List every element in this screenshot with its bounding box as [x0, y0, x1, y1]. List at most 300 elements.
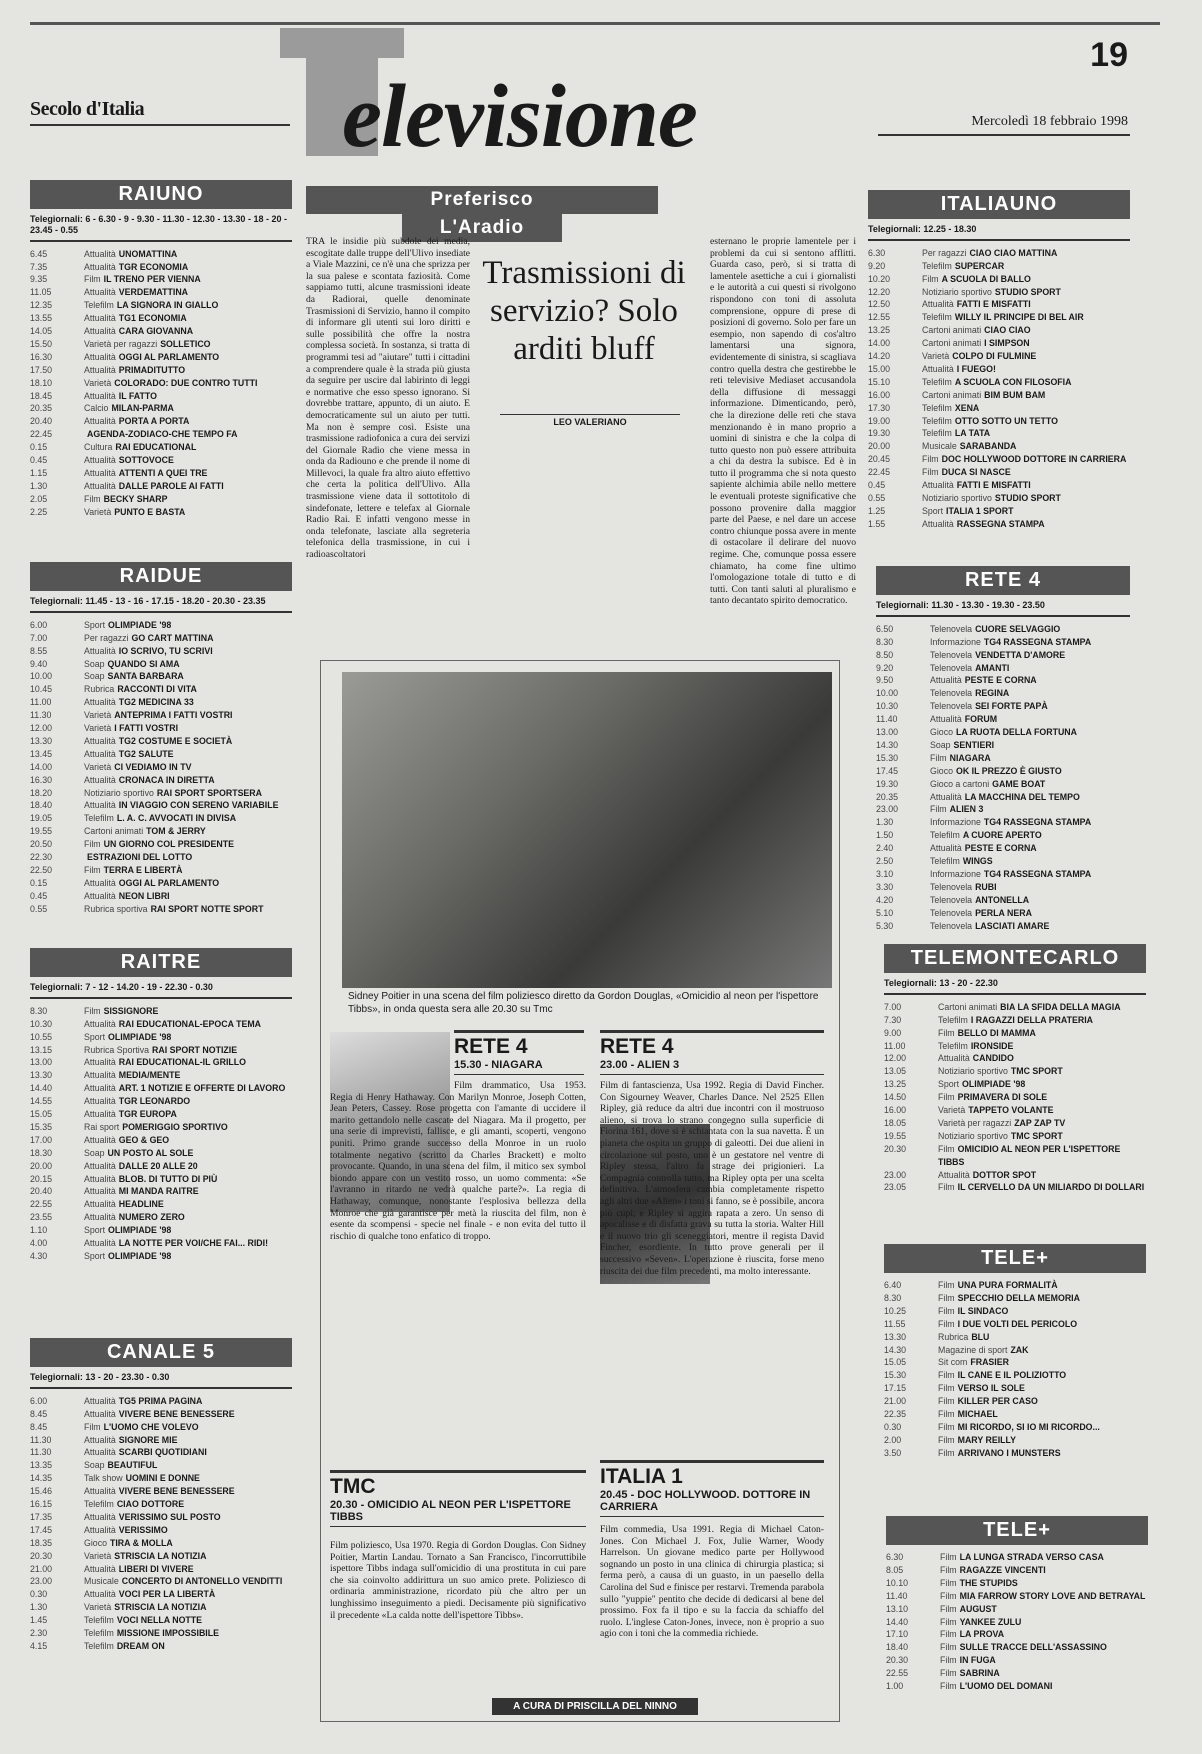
program-title: A SCUOLA CON FILOSOFIA	[954, 376, 1072, 387]
program-title: RAI EDUCATIONAL	[115, 442, 197, 453]
program-title: ITALIA 1 SPORT	[946, 505, 1014, 516]
program-genre: Telenovela	[930, 701, 973, 712]
program-time: 11.00	[884, 1040, 906, 1051]
program-title: CONCERTO DI ANTONELLO VENDITTI	[121, 1576, 283, 1587]
program-row	[30, 1031, 292, 1044]
news-times: Telegiornali: 13 - 20 - 23.30 - 0.30	[30, 1372, 292, 1389]
program-time: 0.45	[30, 890, 48, 901]
program-genre: Attualità	[84, 748, 116, 759]
program-time: 2.05	[30, 493, 48, 504]
program-row	[884, 1279, 1146, 1292]
program-row	[868, 427, 1130, 440]
program-row	[884, 1078, 1146, 1091]
program-time: 5.10	[876, 907, 894, 918]
program-title: MILAN-PARMA	[111, 403, 174, 414]
program-title: IL CANE E IL POLIZIOTTO	[957, 1370, 1067, 1381]
issue-date: Mercoledì 18 febbraio 1998	[971, 114, 1128, 129]
program-title: TG1 ECONOMIA	[118, 313, 187, 324]
program-time: 3.50	[884, 1447, 902, 1458]
program-row	[30, 761, 292, 774]
program-title: LA MACCHINA DEL TEMPO	[964, 791, 1080, 802]
program-row	[30, 390, 292, 403]
program-row	[30, 903, 292, 916]
program-time: 18.35	[30, 1537, 53, 1548]
program-title: OGGI AL PARLAMENTO	[118, 351, 220, 362]
program-row	[30, 877, 292, 890]
program-genre: Attualità	[84, 455, 116, 466]
program-time: 23.55	[30, 1212, 53, 1223]
program-title: AMANTI	[975, 662, 1010, 673]
program-time: 13.15	[30, 1044, 53, 1055]
program-title: FATTI E MISFATTI	[956, 480, 1031, 491]
channel-name: TELE+	[884, 1244, 1146, 1273]
program-title: RUBI	[975, 881, 997, 892]
program-genre: Cultura	[84, 442, 113, 453]
program-time: 22.35	[884, 1409, 907, 1420]
program-time: 13.30	[884, 1331, 907, 1342]
program-time: 13.45	[30, 748, 53, 759]
program-time: 2.30	[30, 1628, 48, 1639]
program-title: IL TRENO PER VIENNA	[103, 274, 201, 285]
program-time: 19.30	[876, 778, 899, 789]
program-time: 8.45	[30, 1421, 48, 1432]
program-row	[868, 440, 1130, 453]
program-row	[876, 829, 1130, 842]
program-row	[30, 838, 292, 851]
program-title: CRONACA IN DIRETTA	[118, 774, 215, 785]
feature-kicker-line1: Preferisco	[306, 186, 658, 214]
program-time: 11.30	[30, 1447, 52, 1458]
preview-slot: 23.00 - ALIEN 3	[600, 1059, 824, 1075]
program-title: STRISCIA LA NOTIZIA	[114, 1550, 207, 1561]
program-time: 11.05	[30, 287, 52, 298]
program-row	[30, 1511, 292, 1524]
program-time: 13.30	[30, 735, 53, 746]
program-row	[868, 415, 1130, 428]
program-row	[876, 726, 1130, 739]
program-title: CI VEDIAMO IN TV	[114, 761, 192, 772]
program-genre: Sport	[84, 619, 106, 630]
program-genre: Attualità	[84, 480, 116, 491]
program-time: 8.55	[30, 645, 48, 656]
program-time: 16.15	[30, 1499, 53, 1510]
program-genre: Attualità	[84, 1057, 116, 1068]
program-title: MI RICORDO, SI IO MI RICORDO...	[957, 1421, 1100, 1432]
program-genre: Attualità	[84, 351, 116, 362]
program-time: 18.10	[30, 377, 53, 388]
program-time: 10.30	[30, 1018, 53, 1029]
channel-name: RETE 4	[876, 566, 1130, 595]
program-time: 9.50	[876, 675, 894, 686]
program-time: 6.30	[868, 247, 886, 258]
program-genre: Attualità	[84, 261, 116, 272]
program-row	[884, 1408, 1146, 1421]
program-title: IL CERVELLO DA UN MILIARDO DI DOLLARI	[957, 1182, 1145, 1193]
program-list	[30, 1005, 292, 1263]
program-time: 17.00	[30, 1134, 53, 1145]
program-row	[30, 774, 292, 787]
program-genre: Varietà	[84, 1550, 112, 1561]
program-row	[868, 311, 1130, 324]
program-genre: Telefilm	[922, 428, 952, 439]
program-row	[876, 662, 1130, 675]
program-title: OLIMPIADE '98	[108, 1225, 172, 1236]
program-title: TG2 SALUTE	[118, 748, 174, 759]
program-title: TG4 RASSEGNA STAMPA	[983, 817, 1092, 828]
listing-tmc	[884, 944, 1146, 1194]
program-title: A CUORE APERTO	[962, 830, 1042, 841]
program-genre: Film	[84, 1421, 101, 1432]
program-row	[30, 890, 292, 903]
program-title: PRIMADITUTTO	[118, 364, 186, 375]
listing-rete4	[876, 566, 1130, 933]
program-title: FATTI E MISFATTI	[956, 299, 1031, 310]
program-genre: Attualità	[84, 1199, 116, 1210]
program-time: 11.40	[886, 1590, 908, 1601]
program-time: 3.10	[876, 869, 894, 880]
program-row	[30, 1069, 292, 1082]
program-genre: Attualità	[84, 1589, 116, 1600]
program-genre: Film	[938, 1280, 955, 1290]
program-row	[868, 363, 1130, 376]
program-time: 15.35	[30, 1121, 53, 1132]
program-row	[884, 1065, 1146, 1078]
program-time: 20.45	[868, 454, 891, 465]
program-genre: Cartoni animati	[938, 1001, 998, 1012]
program-row	[30, 748, 292, 761]
channel-name: TELE+	[886, 1516, 1148, 1545]
program-genre: Attualità	[930, 791, 962, 802]
program-genre: Film	[930, 804, 947, 815]
program-row	[30, 299, 292, 312]
program-title: I DUE VOLTI DEL PERICOLO	[957, 1318, 1078, 1329]
program-time: 1.50	[876, 830, 894, 841]
program-genre: Varietà	[84, 761, 112, 772]
program-genre: Informazione	[930, 869, 981, 880]
program-row	[884, 1331, 1146, 1344]
program-time: 22.55	[886, 1668, 909, 1679]
program-row	[876, 816, 1130, 829]
program-title: RAI EDUCATIONAL-IL GRILLO	[118, 1057, 247, 1068]
program-title: ZAP ZAP TV	[1014, 1117, 1066, 1128]
program-time: 6.00	[30, 619, 48, 630]
program-title: L. A. C. AVVOCATI IN DIVISA	[116, 813, 237, 824]
program-list	[876, 623, 1130, 933]
program-time: 14.40	[886, 1616, 909, 1627]
program-genre: Attualità	[922, 518, 954, 529]
program-row	[30, 1121, 292, 1134]
program-row	[886, 1577, 1148, 1590]
program-time: 4.30	[30, 1251, 48, 1262]
program-title: I FUEGO!	[956, 363, 996, 374]
program-title: BLU	[971, 1331, 990, 1342]
program-genre: Film	[938, 1421, 955, 1432]
program-time: 12.35	[30, 300, 53, 311]
program-time: 14.40	[30, 1083, 53, 1094]
program-genre: Film	[938, 1092, 955, 1103]
program-title: FRASIER	[970, 1357, 1009, 1368]
program-genre: Film	[938, 1447, 955, 1458]
feature-author: LEO VALERIANO	[500, 414, 680, 427]
preview-text: Film commedia, Usa 1991. Regia di Michael Caton-Jones. Con Michael J. Fox, Julie Warner, Woody Harrelson. Un giovane medico parte per Hollywood sognando un posto in una clinica di chirurgia plastica; si ferma però, a causa di un guasto, in un paesello della Carolina del Sud e finisce per restarvi. Tremenda parabola sullo "yuppie" pentito che decide di dedicarsi al bene del prossimo. Fox fa il tipo e su la faccia da schiaffo del ruolo. L'inglese Caton-Jones, invece, non è proprio a suo agio con i toni che la commedia richiede.	[600, 1524, 824, 1640]
program-title: SIGNORE MIE	[118, 1434, 178, 1445]
channel-name: RAITRE	[30, 948, 292, 977]
program-genre: Film	[84, 1005, 101, 1016]
program-genre: Film	[84, 274, 101, 285]
program-row	[30, 1108, 292, 1121]
program-title: A SCUOLA DI BALLO	[941, 273, 1031, 284]
program-row	[30, 722, 292, 735]
program-time: 13.05	[884, 1066, 907, 1077]
program-row	[868, 466, 1130, 479]
program-title: CUORE SELVAGGIO	[975, 623, 1061, 634]
program-row	[884, 1395, 1146, 1408]
program-genre: Film	[922, 467, 939, 478]
program-title: COLPO DI FULMINE	[952, 351, 1037, 362]
program-genre: Attualità	[84, 1511, 116, 1522]
program-title: CIAO CIAO MATTINA	[969, 247, 1058, 258]
program-time: 14.50	[884, 1092, 907, 1103]
program-title: LA PROVA	[959, 1629, 1005, 1640]
program-genre: Film	[922, 454, 939, 465]
program-genre: Attualità	[930, 675, 962, 686]
photo-caption: Sidney Poitier in una scena del film poliziesco diretto da Gordon Douglas, «Omicidio al neon per l'ispettore Tibbs», in onda questa sera alle 20.30 su Tmc	[348, 991, 819, 1015]
program-title: POMERIGGIO SPORTIVO	[122, 1121, 228, 1132]
program-genre: Attualità	[84, 468, 116, 478]
program-genre: Attualità	[84, 1447, 116, 1458]
program-row	[876, 855, 1130, 868]
program-time: 2.50	[876, 856, 894, 867]
program-time: 22.45	[30, 429, 53, 440]
program-time: 12.55	[868, 312, 891, 323]
program-time: 23.05	[884, 1182, 907, 1193]
program-genre: Attualità	[922, 299, 954, 310]
program-title: TG4 RASSEGNA STAMPA	[983, 636, 1092, 647]
program-row	[876, 649, 1130, 662]
program-time: 22.30	[30, 852, 53, 863]
program-genre: Sport	[84, 1225, 106, 1236]
program-genre: Film	[938, 1383, 955, 1394]
program-time: 18.20	[30, 787, 53, 798]
program-title: RAI SPORT NOTIZIE	[152, 1044, 238, 1055]
program-row	[868, 350, 1130, 363]
program-time: 20.40	[30, 416, 53, 427]
program-genre: Attualità	[84, 1186, 116, 1197]
program-title: TIRA & MOLLA	[109, 1537, 173, 1548]
program-time: 7.35	[30, 261, 48, 272]
program-time: 10.20	[868, 273, 891, 284]
program-title: L'UOMO CHE VOLEVO	[103, 1421, 199, 1432]
program-genre: Film	[940, 1577, 957, 1588]
program-list	[884, 1001, 1146, 1195]
program-row	[30, 1459, 292, 1472]
program-time: 13.10	[886, 1603, 909, 1614]
program-time: 3.30	[876, 881, 894, 892]
program-title: VERSO IL SOLE	[957, 1383, 1025, 1394]
program-title: GO CART MATTINA	[131, 632, 214, 643]
program-title: MICHAEL	[957, 1409, 998, 1420]
program-time: 2.40	[876, 843, 894, 854]
program-row	[876, 623, 1130, 636]
preview-text: Film di fantascienza, Usa 1992. Regia di David Fincher. Con Sigourney Weaver, Charles Dance. Nel 2525 Ellen Ripley, già reduce da altri due incontri con il mostruoso alieno, si trova lo strano congegno sulla superficie di Fiorina 161, dove si è schiantata con la sua navetta. È un pianeta che ospita un gruppo di galeotti. Dei due alieni in circolazione sul posto, uno è un gestatore nel ventre di Ripley stessa, l'altro fa strage dei prigionieri. La Compagnia controlla tutto, ma Ripley opta per una scelta definitiva. L'atmosfera cambia completamente rispetto agli altri due «Alien» i toni si fanno, se è possibile, ancora più cupi, e Ripley si aggira rapata a zero. Un senso di apocalisse e di disfatta grava su tutta la storia. Walter Hill e il nuovo trio gli sceneggiatori, mentre il regista David Fincher, esordiente. In tutto prove generali per il successivo «Seven». L'operazione è riuscita, forse meno riuscita dei due film precedenti, ma molto interessante.	[600, 1080, 824, 1277]
program-genre: Varietà	[922, 351, 950, 362]
program-time: 11.40	[876, 714, 898, 725]
program-row	[876, 778, 1130, 791]
program-genre: Rai sport	[84, 1121, 120, 1132]
section-title	[342, 67, 697, 166]
preview-channel: ITALIA 1	[600, 1460, 824, 1489]
program-genre: Attualità	[922, 363, 954, 374]
date-rule	[878, 134, 1130, 136]
program-genre: Film	[940, 1616, 957, 1627]
program-title: BEAUTIFUL	[107, 1460, 158, 1471]
program-row	[886, 1590, 1148, 1603]
program-genre: Film	[922, 273, 939, 284]
program-genre: Attualità	[84, 735, 116, 746]
program-title: OLIMPIADE '98	[108, 619, 172, 630]
program-time: 14.00	[30, 761, 53, 772]
program-time: 16.00	[884, 1105, 907, 1116]
program-title: WILLY IL PRINCIPE DI BEL AIR	[954, 312, 1084, 323]
program-time: 21.00	[884, 1396, 907, 1407]
program-row	[876, 803, 1130, 816]
program-time: 9.20	[868, 260, 886, 271]
program-title: VIVERE BENE BENESSERE	[118, 1486, 235, 1497]
program-title: MI MANDA RAITRE	[118, 1186, 199, 1197]
program-row	[884, 1292, 1146, 1305]
program-row	[884, 1434, 1146, 1447]
program-row	[30, 506, 292, 519]
program-genre: Telenovela	[930, 907, 973, 918]
program-time: 19.00	[868, 415, 891, 426]
program-title: CIAO CIAO	[984, 325, 1031, 336]
program-genre: Telefilm	[930, 830, 960, 841]
program-title: UOMINI E DONNE	[125, 1473, 200, 1484]
news-times: Telegiornali: 7 - 12 - 14.20 - 19 - 22.30 - 0.30	[30, 982, 292, 999]
program-row	[30, 428, 292, 441]
program-time: 13.00	[876, 727, 899, 738]
program-title: PESTE E CORNA	[964, 843, 1037, 854]
program-time: 17.30	[868, 402, 891, 413]
feature-body-col2: esternano le proprie lamentele per i problemi da cui si sentono afflitti. Guarda caso, però, si si tratta di lamentele asettiche a cui i giornalisti e le autorità a cui questi si rivolgono rispondono con toni di assoluta comprensione, oppure di prese di posizioni di governo. Solo per fare un esempio, non sapendo di cos'altro lamentarsi una signora, evidentemente di sinistra, si scagliava contro quella destra che gestirebbe le reti televisive Mediaset accusandola della diffusione di messaggi informazione. Dimenticando, però, che la direzione delle reti che stava menzionando è in mano proprio a uomini di sinistra e che la colpa di tutto questo non può essere attribuita a chi da destra la subisce. Ed è in tutto il programma che si nota questo sapiente alchimia abile nello mettere le eventuali proteste significative che possono provenire dalla maggior parte del Paese, e nel dare un accese contro chiunque possa avere in mente di ostacolare il delirare del nuovo regime. Che, comunque possa essere chiamato, ha come fine ultimo l'omologazione totale di tutto e di tutti. Con tanti saluti al pluralismo e tanto decantato spirito democratico.	[710, 236, 856, 607]
program-row	[30, 312, 292, 325]
program-time: 19.55	[30, 826, 53, 837]
program-genre: Telenovela	[930, 649, 973, 660]
program-genre: Attualità	[84, 1070, 116, 1081]
program-genre: Telefilm	[922, 312, 952, 323]
program-title: RACCONTI DI VITA	[117, 684, 197, 695]
program-genre: Telefilm	[930, 856, 960, 867]
program-genre: Film	[938, 1143, 955, 1154]
program-time: 6.40	[884, 1280, 902, 1290]
program-row	[884, 1421, 1146, 1434]
program-row	[884, 1356, 1146, 1369]
program-row	[868, 453, 1130, 466]
program-title: SPECCHIO DELLA MEMORIA	[957, 1292, 1080, 1303]
program-row	[30, 1550, 292, 1563]
program-genre: Gioco a cartoni	[930, 778, 990, 789]
program-row	[876, 687, 1130, 700]
program-row	[30, 632, 292, 645]
program-genre: Musicale	[84, 1576, 119, 1587]
program-row	[30, 1640, 292, 1653]
program-title: OGGI AL PARLAMENTO	[118, 877, 220, 888]
program-time: 14.35	[30, 1473, 53, 1484]
program-title: L'UOMO DEL DOMANI	[959, 1681, 1053, 1692]
program-time: 10.00	[30, 671, 53, 682]
program-time: 9.35	[30, 274, 48, 285]
program-title: DUCA SI NASCE	[941, 467, 1011, 478]
program-title: RAI EDUCATIONAL-EPOCA TEMA	[118, 1018, 262, 1029]
feature-kicker	[306, 186, 658, 242]
program-time: 14.05	[30, 326, 53, 337]
program-title: OTTO SOTTO UN TETTO	[954, 415, 1058, 426]
program-time: 13.55	[30, 313, 53, 324]
program-row	[30, 286, 292, 299]
program-genre: Notiziario sportivo	[938, 1130, 1008, 1141]
program-title: THE STUPIDS	[959, 1577, 1018, 1588]
program-time: 15.10	[868, 376, 891, 387]
program-title: VOCI NELLA NOTTE	[116, 1615, 203, 1626]
program-genre: Attualità	[84, 1563, 116, 1574]
program-row	[30, 1446, 292, 1459]
program-title: BIM BUM BAM	[984, 389, 1046, 400]
program-time: 0.55	[30, 903, 48, 914]
program-genre: Film	[938, 1292, 955, 1303]
preview-tmc	[330, 1470, 586, 1531]
program-row	[30, 670, 292, 683]
program-time: 1.55	[868, 518, 886, 529]
program-time: 10.10	[886, 1577, 909, 1588]
program-title: DALLE PAROLE AI FATTI	[118, 480, 224, 491]
program-row	[876, 842, 1130, 855]
program-time: 4.15	[30, 1641, 48, 1652]
program-row	[886, 1680, 1148, 1693]
program-genre: Film	[84, 493, 101, 504]
program-row	[30, 415, 292, 428]
preview-rete4-niagara	[454, 1030, 584, 1079]
program-row	[868, 376, 1130, 389]
program-list	[30, 1395, 292, 1653]
program-time: 0.30	[884, 1421, 902, 1432]
program-time: 13.00	[30, 1057, 53, 1068]
program-row	[868, 479, 1130, 492]
program-genre: Film	[940, 1603, 957, 1614]
program-title: ART. 1 NOTIZIE E OFFERTE DI LAVORO	[118, 1083, 286, 1094]
program-title: ALIEN 3	[949, 804, 984, 815]
program-title: TGR LEONARDO	[118, 1096, 191, 1107]
news-times: Telegiornali: 11.30 - 13.30 - 19.30 - 23.50	[876, 600, 1130, 617]
program-title: DOC HOLLYWOOD DOTTORE IN CARRIERA	[941, 454, 1127, 465]
program-time: 10.30	[876, 701, 899, 712]
program-time: 20.15	[30, 1173, 53, 1184]
listing-raidue	[30, 562, 292, 916]
program-row	[30, 338, 292, 351]
program-genre: Telefilm	[84, 1499, 114, 1510]
program-genre: Telefilm	[922, 415, 952, 426]
program-time: 2.25	[30, 506, 48, 517]
program-genre: Per ragazzi	[922, 247, 967, 258]
program-genre: Film	[940, 1590, 957, 1601]
program-time: 18.30	[30, 1147, 53, 1158]
program-title: LA NOTTE PER VOI/CHE FAI... RIDI!	[118, 1238, 269, 1249]
program-title: I SIMPSON	[984, 338, 1030, 349]
program-genre: Telefilm	[84, 1641, 114, 1652]
program-genre: Musicale	[922, 441, 957, 452]
program-genre: Cartoni animati	[922, 325, 982, 336]
program-genre: Film	[940, 1681, 957, 1692]
program-genre: Attualità	[84, 416, 116, 427]
